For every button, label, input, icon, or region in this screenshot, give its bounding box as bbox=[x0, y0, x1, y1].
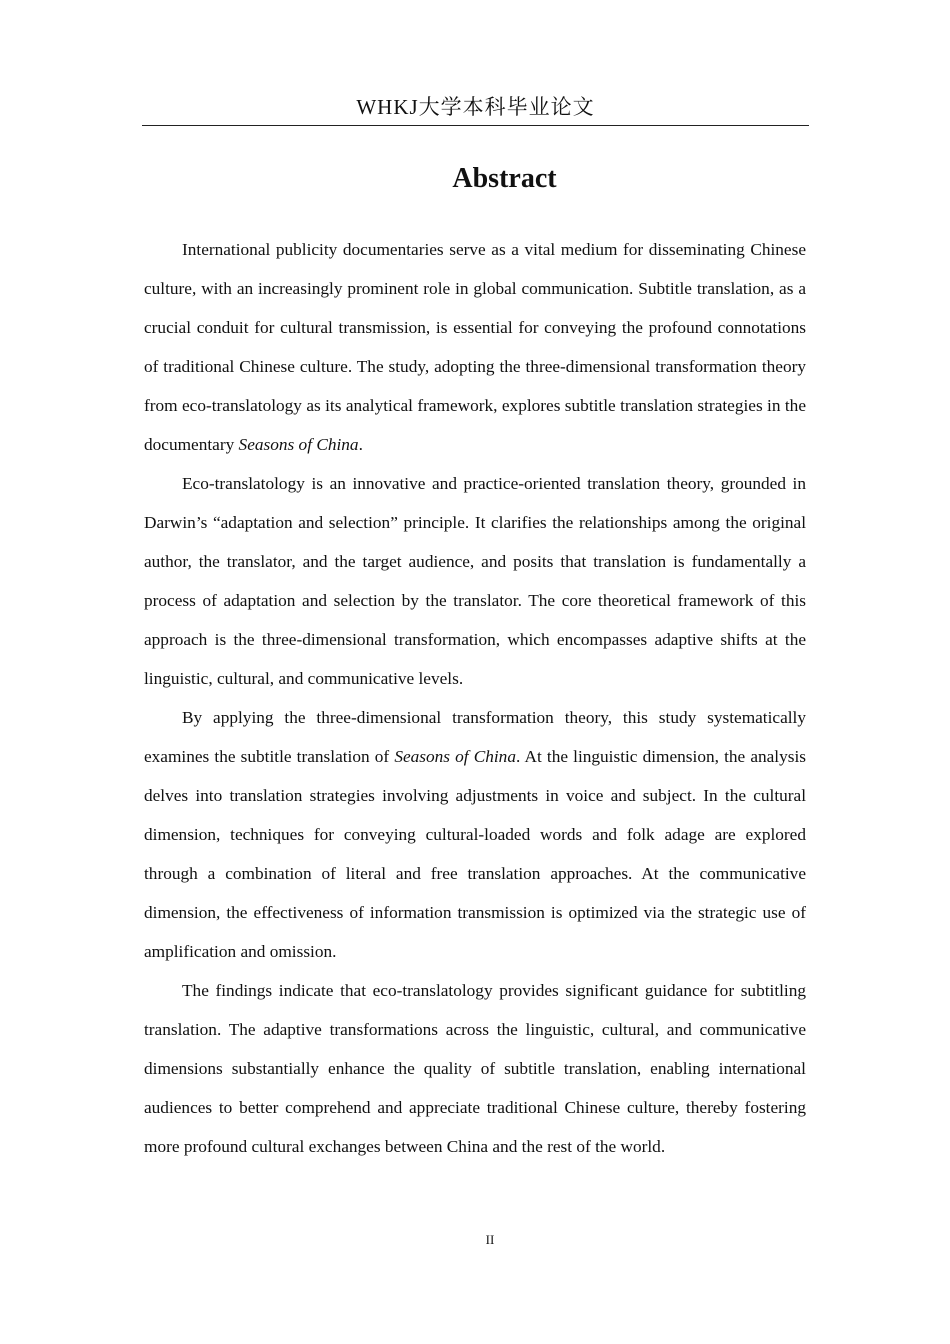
paragraph-text: . bbox=[358, 435, 363, 454]
header-rule bbox=[142, 125, 809, 126]
abstract-title: Abstract bbox=[452, 163, 557, 194]
page-header: WHKJ大学本科毕业论文 bbox=[356, 95, 595, 119]
paragraph-text: Eco-translatology is an innovative and practice-oriented translation theory, grounded in Darwin’s “adaptation and selection” principle. It clarifies the relationships among the original author, the translator, and the target audience, and posits that translation is fundamentally a process of adaptation and selection by the translator. The core theoretical framework of this approach is the three-dimensional transformation, which encompasses adaptive shifts at the linguistic, cultural, and communicative levels. bbox=[144, 474, 806, 688]
documentary-title: Seasons of China bbox=[394, 747, 516, 766]
page-number: II bbox=[485, 1232, 495, 1247]
paragraph-text: International publicity documentaries serve as a vital medium for disseminating Chinese culture, with an increasingly prominent role in global communication. Subtitle translation, as a crucial conduit for cultural transmission, is essential for conveying the profound connotations of traditional Chinese culture. The study, adopting the three-dimensional transformation theory from eco-translatology as its analytical framework, explores subtitle translation strategies in the documentary bbox=[144, 240, 806, 454]
abstract-paragraph-4 bbox=[144, 971, 806, 1166]
paragraph-text: . At the linguistic dimension, the analysis delves into translation strategies involving adjustments in voice and subject. In the cultural dimension, techniques for conveying cultural-loaded words and folk adage are explored through a combination of literal and free translation approaches. At the communicative dimension, the effectiveness of information transmission is optimized via the strategic use of amplification and omission. bbox=[144, 747, 807, 961]
abstract-paragraph-1 bbox=[144, 230, 806, 464]
abstract-body bbox=[144, 230, 806, 1166]
paragraph-text: By applying the three-dimensional transformation theory, this study systematically examines the subtitle translation of bbox=[144, 708, 806, 766]
paragraph-text: The findings indicate that eco-translatology provides significant guidance for subtitling translation. The adaptive transformations across the linguistic, cultural, and communicative dimensions substantially enhance the quality of subtitle translation, enabling international audiences to better comprehend and appreciate traditional Chinese culture, thereby fostering more profound cultural exchanges between China and the rest of the world. bbox=[144, 981, 806, 1156]
abstract-paragraph-2 bbox=[144, 464, 806, 698]
documentary-title: Seasons of China bbox=[238, 435, 359, 454]
abstract-paragraph-3 bbox=[144, 698, 806, 971]
